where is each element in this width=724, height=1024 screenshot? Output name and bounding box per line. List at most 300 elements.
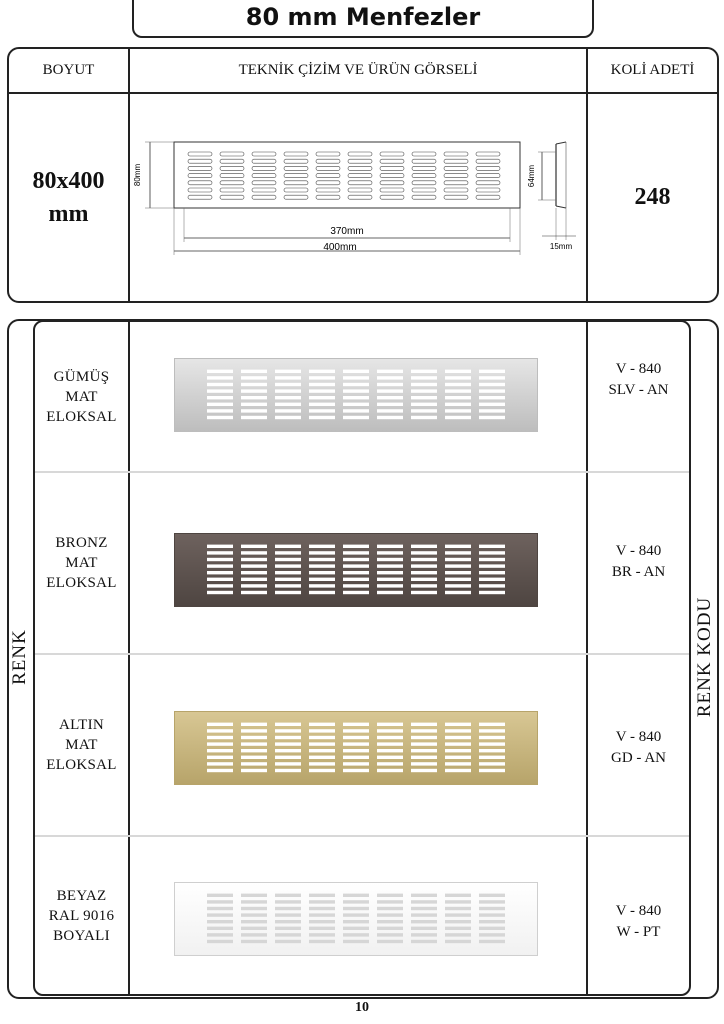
vent-slot (343, 551, 369, 554)
vent-slot (309, 409, 335, 412)
vent-slot (445, 723, 471, 726)
vent-slot (275, 578, 301, 581)
vent-slot (479, 900, 505, 903)
color-name-line: ELOKSAL (46, 757, 117, 773)
vent-slot (207, 578, 233, 581)
vent-slot (479, 370, 505, 373)
vent-slot (207, 383, 233, 386)
vent-slot (343, 389, 369, 392)
vent-slot (411, 742, 437, 745)
vent-slot (241, 920, 267, 923)
vent-slot (411, 551, 437, 554)
vent-slot (411, 403, 437, 406)
vent-slot (411, 545, 437, 548)
vent-slot (377, 749, 403, 752)
drawing-slot (412, 181, 436, 185)
drawing-slot (380, 195, 404, 199)
dim-side-label: 64mm (527, 164, 536, 188)
vent-slot (377, 894, 403, 897)
drawing-slot (412, 195, 436, 199)
vent-slot (207, 370, 233, 373)
vent-slot (343, 571, 369, 574)
vent-slot (377, 940, 403, 943)
vent-slot (207, 389, 233, 392)
drawing-slot (380, 188, 404, 192)
vent-slot (377, 742, 403, 745)
page-number: 10 (355, 1000, 369, 1015)
drawing-slot (220, 188, 244, 192)
vent-slot (343, 558, 369, 561)
color-code-white (588, 892, 689, 952)
drawing-slot (220, 174, 244, 178)
color-name-line: GÜMÜŞ (53, 368, 110, 385)
vent-slot (309, 591, 335, 594)
vent-slot (343, 409, 369, 412)
drawing-slot (412, 159, 436, 163)
vent-slot (479, 749, 505, 752)
drawing-slot (252, 181, 276, 185)
vent-slot (207, 894, 233, 897)
vent-slot (343, 736, 369, 739)
vent-slot (241, 894, 267, 897)
vent-slot (377, 370, 403, 373)
vent-slot (445, 742, 471, 745)
vent-slot (479, 591, 505, 594)
vent-slot (309, 742, 335, 745)
vent-slot (377, 376, 403, 379)
vent-slot (343, 756, 369, 759)
vent-slot (309, 564, 335, 567)
vent-slot (479, 920, 505, 923)
vent-slot (275, 742, 301, 745)
vent-slot (445, 564, 471, 567)
vent-slot (445, 376, 471, 379)
vent-slot (241, 545, 267, 548)
drawing-slot (316, 166, 340, 170)
color-name-line: RAL 9016 (48, 907, 115, 924)
drawing-slot (348, 174, 372, 178)
vent-slot (377, 736, 403, 739)
vent-slot (309, 729, 335, 732)
vent-slot (309, 940, 335, 943)
color-name-line: MAT (65, 388, 98, 405)
vent-slot (275, 571, 301, 574)
vent-slot (309, 370, 335, 373)
vent-slot (241, 900, 267, 903)
drawing-slot (316, 174, 340, 178)
vent-slot (445, 416, 471, 419)
drawing-slot (220, 195, 244, 199)
vent-slot (377, 564, 403, 567)
vent-slot (309, 920, 335, 923)
vent-slot (445, 729, 471, 732)
vent-slot (343, 940, 369, 943)
vent-slot (445, 920, 471, 923)
vent-slot (343, 396, 369, 399)
color-name-white (35, 837, 128, 994)
vent-slot (275, 584, 301, 587)
vent-slot (411, 389, 437, 392)
vent-slot (309, 416, 335, 419)
vent-slot (411, 409, 437, 412)
vent-slot (275, 769, 301, 772)
vent-slot (343, 383, 369, 386)
vent-slot (377, 723, 403, 726)
vent-slot (241, 729, 267, 732)
vent-slot (275, 940, 301, 943)
vent-slot (207, 769, 233, 772)
vent-slot (275, 920, 301, 923)
vent-slot (309, 749, 335, 752)
drawing-slot (188, 159, 212, 163)
vent-slot (241, 409, 267, 412)
side-label-color: RENK (9, 629, 30, 685)
vent-slot (241, 416, 267, 419)
vent-slot (207, 409, 233, 412)
vent-slot (411, 907, 437, 910)
vent-slot (479, 383, 505, 386)
vent-slot (411, 383, 437, 386)
drawing-slot (380, 166, 404, 170)
drawing-slot (380, 152, 404, 156)
vent-slot (275, 551, 301, 554)
vent-slot (479, 769, 505, 772)
vent-slot (275, 383, 301, 386)
drawing-slot (316, 195, 340, 199)
vent-slot (377, 913, 403, 916)
vent-slot (275, 545, 301, 548)
vent-slot (309, 907, 335, 910)
vent-slot (479, 396, 505, 399)
vent-slot (207, 558, 233, 561)
vent-slot (411, 584, 437, 587)
drawing-slot (188, 188, 212, 192)
vent-slot (445, 907, 471, 910)
row-separator (35, 835, 689, 837)
vent-slot (207, 403, 233, 406)
vent-slot (309, 927, 335, 930)
vent-slot (275, 913, 301, 916)
vent-slot (241, 403, 267, 406)
vent-slot (275, 370, 301, 373)
drawing-slot (284, 195, 308, 199)
color-code-gold (588, 718, 689, 778)
vent-slot (207, 907, 233, 910)
vent-slot (377, 403, 403, 406)
vent-slot (343, 742, 369, 745)
drawing-slot (348, 166, 372, 170)
drawing-slot (284, 174, 308, 178)
vent-slot (343, 894, 369, 897)
vent-slot (309, 723, 335, 726)
vent-slot (445, 545, 471, 548)
dim-depth-label: 15mm (549, 242, 573, 251)
product-size-value: 80x400 (32, 168, 105, 195)
vent-slot (241, 376, 267, 379)
vent-slot (207, 564, 233, 567)
drawing-slot (188, 152, 212, 156)
vent-slot (479, 756, 505, 759)
drawing-slot (476, 166, 500, 170)
drawing-slot (316, 181, 340, 185)
box-quantity: 248 (634, 184, 671, 211)
vent-slot (479, 409, 505, 412)
dim-inner-label: 370mm (330, 226, 364, 237)
vent-slot (275, 403, 301, 406)
vent-slot (445, 403, 471, 406)
vent-slot (309, 403, 335, 406)
vent-image-bronze (174, 533, 538, 607)
vent-slot (241, 564, 267, 567)
product-size (9, 94, 128, 301)
color-code-line: SLV - AN (608, 382, 669, 398)
page-title (132, 0, 594, 38)
dim-total-label: 400mm (323, 242, 357, 253)
drawing-slot (284, 159, 308, 163)
drawing-slot (220, 181, 244, 185)
color-name-line: BEYAZ (56, 887, 107, 904)
header-size: BOYUT (42, 62, 95, 78)
color-name-line: MAT (65, 555, 98, 571)
drawing-slot (444, 166, 468, 170)
color-name-line: ELOKSAL (46, 408, 117, 425)
vent-slot (309, 571, 335, 574)
vent-slot (275, 933, 301, 936)
vent-slot (377, 558, 403, 561)
vent-slot (343, 376, 369, 379)
vent-slot (479, 558, 505, 561)
vent-slot (241, 749, 267, 752)
vent-slot (207, 584, 233, 587)
vent-slot (207, 900, 233, 903)
vent-slot (309, 769, 335, 772)
vent-slot (445, 551, 471, 554)
drawing-slot (380, 181, 404, 185)
vent-slot (479, 545, 505, 548)
vent-slot (275, 558, 301, 561)
vent-slot (309, 894, 335, 897)
vent-slot (207, 920, 233, 923)
vent-slot (309, 756, 335, 759)
vent-slot (309, 383, 335, 386)
drawing-slot (444, 195, 468, 199)
vent-slot (445, 927, 471, 930)
drawing-slot (476, 174, 500, 178)
drawing-slot (284, 166, 308, 170)
vent-slot (309, 551, 335, 554)
color-name-line: BRONZ (55, 535, 108, 551)
vent-slot (479, 376, 505, 379)
vent-slot (207, 927, 233, 930)
vent-slot (411, 396, 437, 399)
vent-slot (445, 409, 471, 412)
row-separator (35, 471, 689, 473)
vent-slot (411, 376, 437, 379)
vent-slot (241, 578, 267, 581)
dim-height-label: 80mm (133, 163, 142, 187)
color-code-line: V - 840 (615, 729, 662, 745)
vent-slot (241, 927, 267, 930)
color-code-silver (588, 350, 689, 410)
vent-slot (241, 551, 267, 554)
vent-slot (207, 729, 233, 732)
drawing-slot (284, 181, 308, 185)
vent-slot (411, 940, 437, 943)
vent-slot (411, 370, 437, 373)
vent-slot (343, 907, 369, 910)
color-name-line: BOYALI (53, 927, 110, 944)
vent-slot (241, 591, 267, 594)
drawing-slot (412, 174, 436, 178)
vent-slot (241, 742, 267, 745)
vent-slot (377, 762, 403, 765)
vent-slot (479, 736, 505, 739)
vent-slot (479, 742, 505, 745)
vent-slot (241, 756, 267, 759)
vent-slot (445, 370, 471, 373)
vent-slot (377, 571, 403, 574)
vent-slot (275, 409, 301, 412)
drawing-slot (348, 181, 372, 185)
drawing-slot (220, 159, 244, 163)
vent-slot (241, 723, 267, 726)
vent-slot (207, 913, 233, 916)
vent-slot (377, 591, 403, 594)
vent-slot (275, 723, 301, 726)
vent-slot (377, 409, 403, 412)
vent-slot (377, 578, 403, 581)
vent-slot (343, 584, 369, 587)
vent-slot (411, 416, 437, 419)
drawing-slot (252, 159, 276, 163)
vent-slot (377, 396, 403, 399)
drawing-slot (444, 174, 468, 178)
color-code-line: GD - AN (611, 750, 666, 766)
vent-slot (275, 907, 301, 910)
vent-slot (309, 376, 335, 379)
vent-slot (445, 584, 471, 587)
color-code-line: W - PT (616, 924, 661, 940)
vent-slot (377, 927, 403, 930)
vent-slot (343, 564, 369, 567)
drawing-slot (284, 152, 308, 156)
vent-slot (411, 920, 437, 923)
vent-slot (377, 584, 403, 587)
vent-slot (445, 913, 471, 916)
vent-slot (479, 907, 505, 910)
drawing-slot (188, 174, 212, 178)
vent-slot (479, 927, 505, 930)
vent-slot (207, 591, 233, 594)
vent-slot (479, 584, 505, 587)
vent-slot (343, 933, 369, 936)
vent-slot (275, 900, 301, 903)
vent-slot (343, 762, 369, 765)
vent-slot (241, 907, 267, 910)
vent-slot (207, 749, 233, 752)
vent-slot (309, 900, 335, 903)
vent-slot (445, 769, 471, 772)
vent-slot (445, 389, 471, 392)
vent-slot (343, 729, 369, 732)
color-name-line: ELOKSAL (46, 575, 117, 591)
vent-image-white (174, 882, 538, 956)
vent-slot (275, 927, 301, 930)
vent-slot (411, 558, 437, 561)
vent-slot (377, 756, 403, 759)
color-code-line: V - 840 (615, 903, 662, 919)
vent-body (175, 534, 538, 607)
vent-slot (343, 578, 369, 581)
drawing-slot (252, 174, 276, 178)
color-name-line: MAT (65, 737, 98, 753)
vent-slot (207, 940, 233, 943)
drawing-slot (348, 195, 372, 199)
vent-slot (309, 396, 335, 399)
vent-slot (343, 370, 369, 373)
header-drawing: TEKNİK ÇİZİM VE ÜRÜN GÖRSELİ (238, 62, 478, 78)
vent-slot (309, 389, 335, 392)
color-code-line: V - 840 (615, 543, 662, 559)
vent-slot (377, 920, 403, 923)
vent-image-silver (174, 358, 538, 432)
vent-slot (479, 416, 505, 419)
vent-slot (275, 736, 301, 739)
vent-slot (241, 389, 267, 392)
vent-slot (207, 756, 233, 759)
vent-slot (445, 749, 471, 752)
vent-slot (411, 749, 437, 752)
vent-slot (275, 416, 301, 419)
vent-slot (343, 920, 369, 923)
technical-drawing (130, 94, 586, 301)
vent-slot (343, 416, 369, 419)
vent-slot (411, 894, 437, 897)
vent-slot (241, 383, 267, 386)
vent-slot (445, 558, 471, 561)
vent-slot (275, 749, 301, 752)
drawing-slot (380, 159, 404, 163)
vent-slot (377, 545, 403, 548)
vent-slot (241, 913, 267, 916)
vent-slot (479, 940, 505, 943)
vent-slot (411, 571, 437, 574)
vent-slot (411, 900, 437, 903)
vent-slot (445, 736, 471, 739)
vent-slot (275, 564, 301, 567)
vent-slot (343, 723, 369, 726)
drawing-slot (220, 166, 244, 170)
vent-slot (275, 396, 301, 399)
drawing-slot (188, 195, 212, 199)
vent-slot (275, 756, 301, 759)
vent-slot (445, 578, 471, 581)
vent-slot (479, 933, 505, 936)
vent-slot (479, 564, 505, 567)
title-text: 80 mm Menfezler (245, 3, 481, 31)
vent-slot (241, 736, 267, 739)
vent-slot (445, 933, 471, 936)
color-name-silver (35, 322, 128, 471)
drawing-slot (476, 152, 500, 156)
drawing-slot (444, 181, 468, 185)
vent-slot (479, 571, 505, 574)
drawing-slot (476, 159, 500, 163)
vent-slot (241, 584, 267, 587)
vent-slot (241, 571, 267, 574)
vent-slot (411, 723, 437, 726)
vent-slot (241, 370, 267, 373)
